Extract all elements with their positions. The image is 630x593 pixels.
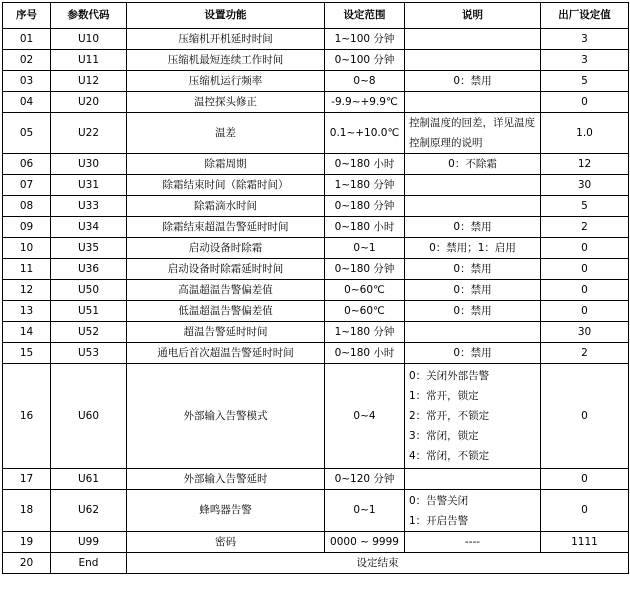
note-text: 控制温度的回差，详见温度控制原理的说明 (409, 117, 535, 149)
table-row (3, 196, 629, 217)
row-note (405, 113, 541, 154)
row-range: 0~4 (325, 364, 405, 469)
table-row (3, 364, 629, 469)
table-row (3, 532, 629, 553)
row-function: 外部输入告警模式 (127, 364, 325, 469)
row-function: 温控探头修正 (127, 92, 325, 113)
row-note (405, 217, 541, 238)
table-row (3, 113, 629, 154)
row-default: 12 (541, 154, 629, 175)
row-no: 14 (3, 322, 51, 343)
row-note (405, 259, 541, 280)
row-range: 0~180 小时 (325, 217, 405, 238)
row-default: 0 (541, 469, 629, 490)
row-range: 1~180 分钟 (325, 175, 405, 196)
row-no: 17 (3, 469, 51, 490)
row-default: 0 (541, 364, 629, 469)
row-code: U22 (51, 113, 127, 154)
row-code: U35 (51, 238, 127, 259)
table-row-end (3, 553, 629, 574)
table-row (3, 71, 629, 92)
row-no: 04 (3, 92, 51, 113)
note-text: 0：告警关闭 (409, 494, 469, 507)
row-no: 11 (3, 259, 51, 280)
table-row (3, 259, 629, 280)
row-function: 蜂鸣器告警 (127, 490, 325, 532)
row-no: 16 (3, 364, 51, 469)
row-code: U60 (51, 364, 127, 469)
header-code: 参数代码 (51, 3, 127, 29)
row-default: 0 (541, 259, 629, 280)
table-row (3, 217, 629, 238)
row-function: 高温超温告警偏差值 (127, 280, 325, 301)
row-function: 除霜滴水时间 (127, 196, 325, 217)
row-code: U33 (51, 196, 127, 217)
row-function: 除霜结束超温告警延时时间 (127, 217, 325, 238)
row-range: 0~60℃ (325, 280, 405, 301)
row-no: 05 (3, 113, 51, 154)
row-code: U61 (51, 469, 127, 490)
row-function: 通电后首次超温告警延时时间 (127, 343, 325, 364)
row-range: 0000 ~ 9999 (325, 532, 405, 553)
row-no: 09 (3, 217, 51, 238)
row-range: 0~1 (325, 238, 405, 259)
row-default: 3 (541, 50, 629, 71)
row-range: 0~120 分钟 (325, 469, 405, 490)
row-function: 外部输入告警延时 (127, 469, 325, 490)
row-no: 10 (3, 238, 51, 259)
note-text: 0：禁用；1：启用 (429, 241, 516, 254)
note-text: 1：开启告警 (409, 514, 469, 527)
row-range: 1~180 分钟 (325, 322, 405, 343)
row-function: 启动设备时除霜延时时间 (127, 259, 325, 280)
row-no: 03 (3, 71, 51, 92)
row-function: 超温告警延时时间 (127, 322, 325, 343)
row-no: 13 (3, 301, 51, 322)
row-range: 0.1~+10.0℃ (325, 113, 405, 154)
header-function: 设置功能 (127, 3, 325, 29)
row-default: 0 (541, 92, 629, 113)
row-note (405, 322, 541, 343)
row-default: 3 (541, 29, 629, 50)
note-text: 0：不除霜 (448, 157, 497, 170)
row-note (405, 364, 541, 469)
row-note (405, 196, 541, 217)
row-function: 低温超温告警偏差值 (127, 301, 325, 322)
row-function: 压缩机运行频率 (127, 71, 325, 92)
table-row (3, 238, 629, 259)
row-range: 0~8 (325, 71, 405, 92)
row-range: -9.9~+9.9℃ (325, 92, 405, 113)
row-range: 0~180 小时 (325, 343, 405, 364)
row-default: 5 (541, 196, 629, 217)
row-code: U36 (51, 259, 127, 280)
row-default: 0 (541, 280, 629, 301)
row-note (405, 238, 541, 259)
row-function: 启动设备时除霜 (127, 238, 325, 259)
table-row (3, 301, 629, 322)
row-no: 12 (3, 280, 51, 301)
row-code: U34 (51, 217, 127, 238)
row-default: 30 (541, 175, 629, 196)
table-row (3, 469, 629, 490)
note-text: 0：禁用 (453, 74, 492, 87)
header-range: 设定范围 (325, 3, 405, 29)
row-no: 02 (3, 50, 51, 71)
row-note (405, 29, 541, 50)
row-note (405, 50, 541, 71)
row-range: 1~100 分钟 (325, 29, 405, 50)
row-default: 2 (541, 217, 629, 238)
row-range: 0~180 分钟 (325, 259, 405, 280)
row-end-text: 设定结束 (127, 553, 629, 574)
row-code: U50 (51, 280, 127, 301)
note-text: 0：禁用 (453, 283, 492, 296)
table-row (3, 154, 629, 175)
row-default: 0 (541, 238, 629, 259)
note-text: ---- (464, 535, 481, 548)
table-row (3, 29, 629, 50)
row-no: 19 (3, 532, 51, 553)
note-text: 0：禁用 (453, 262, 492, 275)
header-default: 出厂设定值 (541, 3, 629, 29)
row-range: 0~60℃ (325, 301, 405, 322)
header-no: 序号 (3, 3, 51, 29)
table-header-row (3, 3, 629, 29)
note-text: 3：常闭，锁定 (409, 430, 479, 442)
row-code: U53 (51, 343, 127, 364)
row-function: 除霜结束时间（除霜时间） (127, 175, 325, 196)
row-no: 08 (3, 196, 51, 217)
row-function: 密码 (127, 532, 325, 553)
row-note (405, 469, 541, 490)
row-code: U30 (51, 154, 127, 175)
row-note (405, 175, 541, 196)
row-no: 20 (3, 553, 51, 574)
row-note (405, 301, 541, 322)
row-default: 30 (541, 322, 629, 343)
table-row (3, 50, 629, 71)
row-code: U10 (51, 29, 127, 50)
row-range: 0~180 小时 (325, 154, 405, 175)
row-note (405, 154, 541, 175)
table-row (3, 322, 629, 343)
row-default: 0 (541, 490, 629, 532)
note-text: 0：关闭外部告警 (409, 370, 490, 382)
row-function: 压缩机最短连续工作时间 (127, 50, 325, 71)
note-text: 0：禁用 (453, 346, 492, 359)
row-code: U99 (51, 532, 127, 553)
row-default: 1111 (541, 532, 629, 553)
row-note (405, 92, 541, 113)
table-row (3, 490, 629, 532)
row-no: 15 (3, 343, 51, 364)
row-note (405, 343, 541, 364)
row-function: 除霜周期 (127, 154, 325, 175)
row-range: 0~180 分钟 (325, 196, 405, 217)
row-code: U62 (51, 490, 127, 532)
note-text: 0：禁用 (453, 220, 492, 233)
parameter-table (2, 2, 629, 574)
table-row (3, 280, 629, 301)
header-note: 说明 (405, 3, 541, 29)
row-default: 1.0 (541, 113, 629, 154)
row-code: U11 (51, 50, 127, 71)
row-code: U12 (51, 71, 127, 92)
row-code: U52 (51, 322, 127, 343)
row-no: 01 (3, 29, 51, 50)
row-note (405, 532, 541, 553)
row-note (405, 490, 541, 532)
row-code: U51 (51, 301, 127, 322)
row-no: 07 (3, 175, 51, 196)
note-text: 4：常闭，不锁定 (409, 450, 490, 462)
table-row (3, 92, 629, 113)
row-no: 18 (3, 490, 51, 532)
row-code: End (51, 553, 127, 574)
row-function: 温差 (127, 113, 325, 154)
row-no: 06 (3, 154, 51, 175)
row-range: 0~1 (325, 490, 405, 532)
table-row (3, 343, 629, 364)
table-row (3, 175, 629, 196)
row-default: 0 (541, 301, 629, 322)
row-code: U31 (51, 175, 127, 196)
row-note (405, 71, 541, 92)
row-default: 5 (541, 71, 629, 92)
note-text: 1：常开，锁定 (409, 390, 479, 402)
row-range: 0~100 分钟 (325, 50, 405, 71)
row-note (405, 280, 541, 301)
note-text: 0：禁用 (453, 304, 492, 317)
row-default: 2 (541, 343, 629, 364)
row-function: 压缩机开机延时时间 (127, 29, 325, 50)
row-code: U20 (51, 92, 127, 113)
note-text: 2：常开，不锁定 (409, 410, 490, 422)
